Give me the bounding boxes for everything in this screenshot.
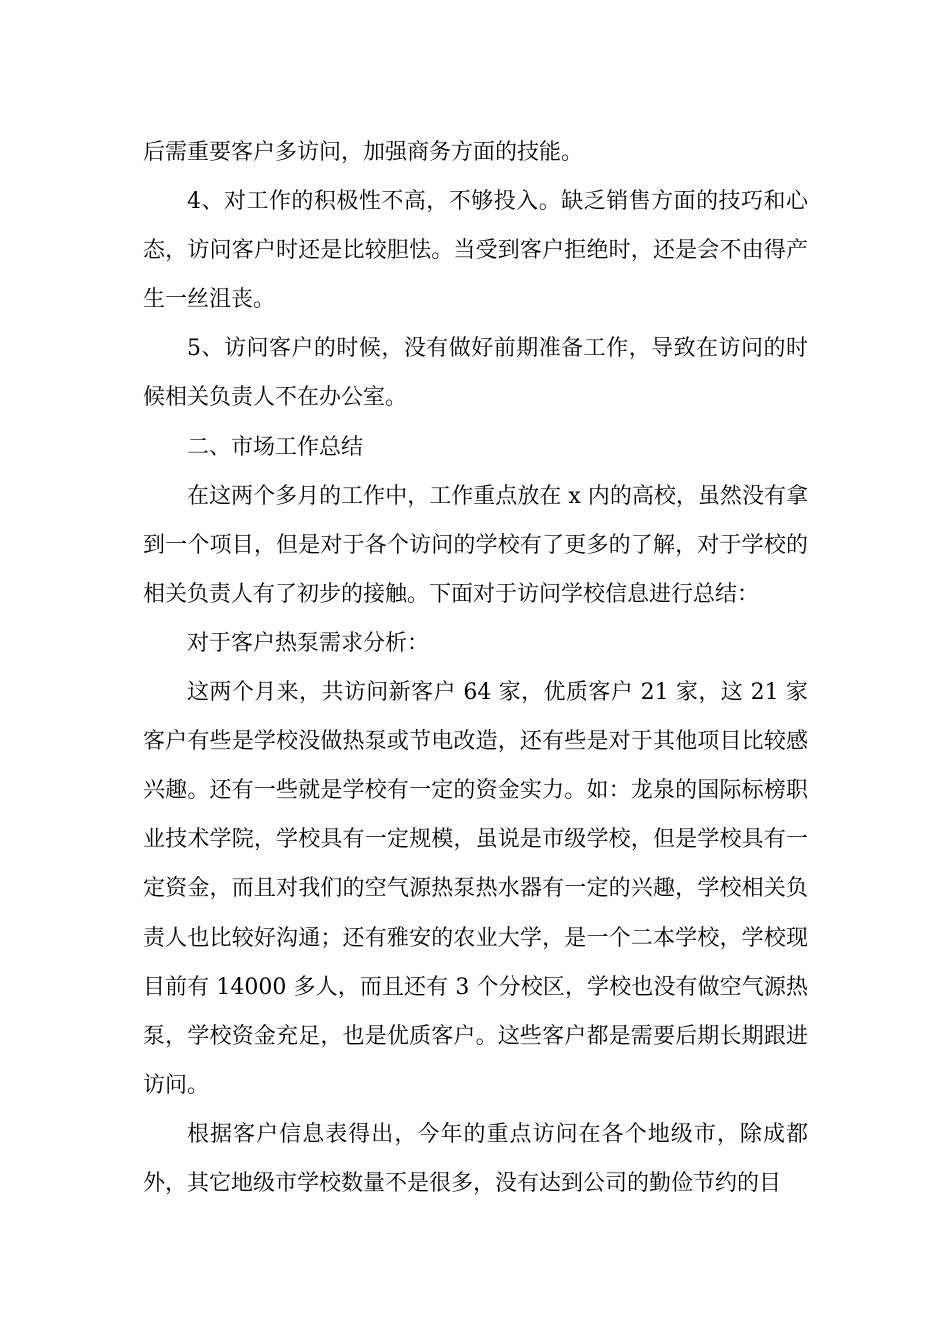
paragraph-customer-analysis: 这两个月来，共访问新客户 64 家，优质客户 21 家，这 21 家客户有些是学校没做热泵或节电改造，还有些是对于其他项目比较感兴趣。还有一些就是学校有一定的资金实力。如：龙泉的国际标榜职业技术学院，学校具有一定规模，虽说是市级学校，但是学校具有一定资金，而且对我们的空气源热泵热水器有一定的兴趣，学校相关负责人也比较好沟通；还有雅安的农业大学，是一个二本学校，学校现目前有 14000 多人，而且还有 3 个分校区，学校也没有做空气源热泵，学校资金充足，也是优质客户。这些客户都是需要后期长期跟进访问。 [143,680,808,1098]
section-heading: 二、市场工作总结 [187,434,364,460]
paragraph-subheading: 对于客户热泵需求分析： [187,630,430,656]
document-body [143,128,808,1208]
paragraph-item-5: 5、访问客户的时候，没有做好前期准备工作，导致在访问的时候相关负责人不在办公室。 [143,336,808,411]
paragraph-item-4: 4、对工作的积极性不高，不够投入。缺乏销售方面的技巧和心态，访问客户时还是比较胆怯。当受到客户拒绝时，还是会不由得产生一丝沮丧。 [143,189,808,313]
paragraph-continuation: 后需重要客户多访问，加强商务方面的技能。 [143,140,584,165]
paragraph-customer-info: 根据客户信息表得出，今年的重点访问在各个地级市，除成都外，其它地级市学校数量不是很多，没有达到公司的勤俭节约的目 [143,1121,808,1196]
paragraph-summary-intro: 在这两个多月的工作中，工作重点放在 x 内的高校，虽然没有拿到一个项目，但是对于各个访问的学校有了更多的了解，对于学校的相关负责人有了初步的接触。下面对于访问学校信息进行总结： [143,483,808,607]
